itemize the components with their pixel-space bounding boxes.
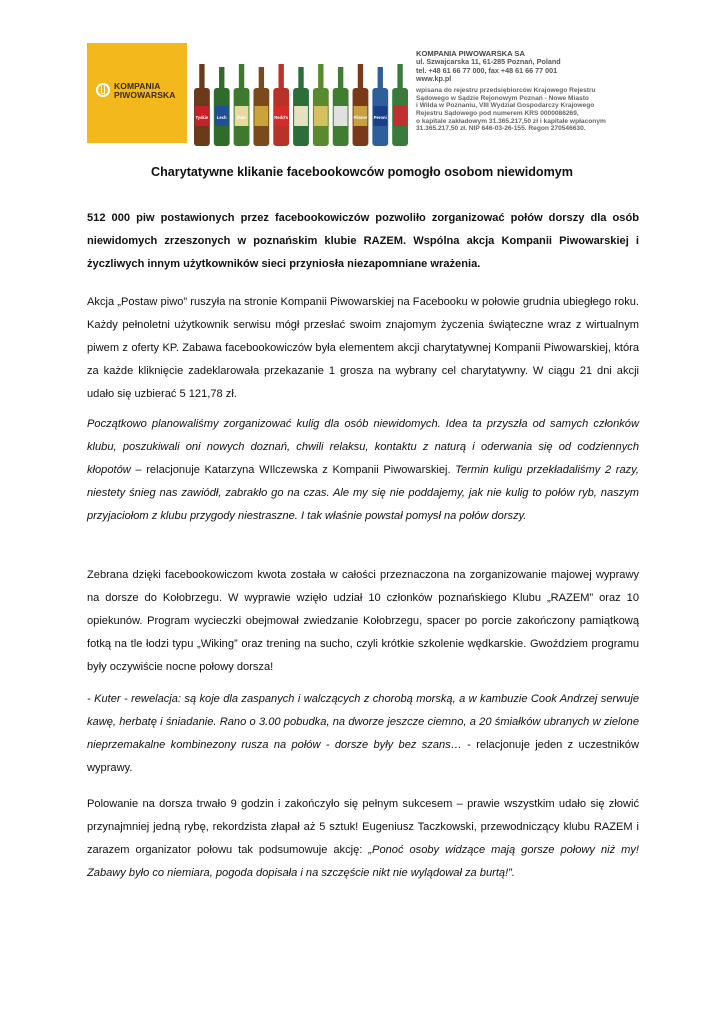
paragraph-5 (87, 793, 639, 885)
company-logo (87, 43, 187, 143)
bottle-label (334, 106, 348, 126)
bottle-neck (397, 64, 402, 90)
bottle-neck (358, 64, 363, 90)
quote-organizer: Początkowo planowaliśmy zorganizować kulig dla osób niewidomych. Idea ta przyszła od samych członków klubu, poszukiwali oni nowych doznań, chwili relaksu, kontaktu z naturą i oderwania się od codziennych kłopotów (87, 418, 639, 476)
bottle-label (393, 106, 407, 126)
paragraph-1: Akcja „Postaw piwo” ruszyła na stronie Kompanii Piwowarskiej na Facebooku w połowie grudnia ubiegłego roku. Każdy pełnoletni użytkownik serwisu mógł przesłać swoim znajomym życzenia świąteczne wraz z wirtualnym piwem z oferty KP. Zabawa facebookowiczów była elementem akcji charytatywnej Kompanii Piwowarskiej, która za każde kliknięcie zadeklarowała przekazanie 1 grosza na wybrany cel charytatywny. W ciągu 21 dni akcji udało się uzbierać 5 121,78 zł. (87, 296, 639, 400)
beer-bottles-illustration (192, 62, 410, 146)
bottle-brand-text: Pilsner (353, 115, 368, 120)
attribution-participant: - relacjonuje jeden z uczestników wyprawy. (87, 739, 639, 774)
registry-line: i Wilda w Poznaniu, VIII Wydział Gospodarczy Krajowego (416, 102, 595, 110)
attribution-organizer: – relacjonuje Katarzyna WIlczewska z Kompanii Piwowarskiej. (130, 464, 456, 476)
company-website: www.kp.pl (416, 73, 452, 83)
registry-line: o kapitale zakładowym 31.365.217,50 zł i kapitale wpłaconym (416, 117, 606, 125)
article-lead: 512 000 piw postawionych przez facebookowiczów pozwoliło zorganizować połów dorszy dla osób niewidomych zrzeszonych w poznańskim klubie RAZEM. Wspólna akcja Kompanii Piwowarskiej i życzliwych innym użytkowników sieci przyniosła niezapomniane wrażenia. (87, 212, 639, 270)
bottle-neck (239, 64, 244, 90)
bottle-label (254, 106, 268, 126)
bottle-neck (318, 64, 323, 90)
logo-line-1: KOMPANIA (114, 81, 161, 91)
company-phone: tel. +48 61 66 77 000, fax +48 61 66 77 001 (416, 65, 558, 75)
bottle-neck (199, 64, 204, 90)
registry-line: wpisana do rejestru przedsiębiorców Krajowego Rejestru (416, 87, 596, 95)
bottle-brand-text: Peroni (373, 115, 387, 120)
registry-line: 31.365.217,50 zł. NIP 646-03-26-155. Regon 270546630. (416, 125, 586, 133)
paragraph-3: Zebrana dzięki facebookowiczom kwota została w całości przeznaczona na zorganizowanie majowej wyprawy na dorsze do Kołobrzegu. W wyprawie wzięło udział 10 członków poznańskiego Klubu „RAZEM” oraz 10 opiekunów. Program wycieczki obejmował zwiedzanie Kołobrzegu, spacer po porcie zakończony pamiątkową fotką na tle łodzi typu „Wiking” oraz trening na sucho, czyli krótkie szkolenie wędkarskie. Gwoździem programu były oczywiście nocne połowy dorsza! (87, 569, 639, 673)
quote-chairman: „Ponoć osoby widzące mają gorsze połowy niż my! Zabawy było co niemiara, pogoda dopisała i na szczęście nikt nie wylądował za burtą!”. (87, 844, 639, 879)
quote-organizer-continued: Termin kuligu przekładaliśmy 2 razy, niestety śnieg nas zawiódł, zabrakło go na czas. Ale my się nie poddajemy, jak nie kulig to połów ryb, naszym przyjaciołom z klubu przygody niestraszne. I tak właśnie powstał pomysł na połów dorszy. (87, 464, 639, 522)
logo-wordmark (114, 82, 175, 100)
logo-emblem-icon (96, 83, 110, 97)
company-street: ul. Szwajcarska 11, 61-285 Poznań, Poland (416, 57, 561, 67)
company-registry (416, 87, 646, 133)
bottle-neck (278, 64, 283, 90)
bottle-brand-text: Żubr (236, 115, 247, 120)
bottle-brand-text: Tyskie (195, 115, 209, 120)
bottle-label (294, 106, 308, 126)
bottle-label (314, 106, 328, 126)
registry-line: Sądowego w Sądzie Rejonowym Poznań - Nowe Miasto (416, 94, 589, 102)
article-title: Charytatywne klikanie facebookowców pomogło osobom niewidomym (151, 165, 573, 179)
paragraph-4 (87, 688, 639, 780)
logo-line-2: PIWOWARSKA (114, 90, 176, 100)
quote-participant: - Kuter - rewelacja: są koje dla zaspanych i walczących z chorobą morską, a w kambuzie Cook Andrzej serwuje kawę, herbatę i śniadanie. Rano o 3.00 pobudka, na dworze jeszcze ciemno, a 20 śmiałków ubranych w zielone nieprzemakalne kombinezony rusza na połów - dorsze były bez szans… (87, 693, 639, 751)
company-name: KOMPANIA PIWOWARSKA SA (416, 49, 525, 58)
paragraph-2 (87, 413, 639, 528)
bottle-brand-text: Lech (216, 115, 227, 120)
company-address-block (416, 50, 646, 133)
registry-line: Rejestru Sądowego pod numerem KRS 0000086269, (416, 109, 579, 117)
bottle-brand-text: Redd's (274, 115, 289, 120)
paragraph-5-text: Polowanie na dorsza trwało 9 godzin i zakończyło się pełnym sukcesem – prawie wszystkim udało się złowić przynajmniej jedną rybę, rekordzista złapał aż 5 sztuk! Eugeniusz Taczkowski, przewodniczący klubu RAZEM i zarazem organizator połowu tak podsumowuje akcję: (87, 798, 639, 856)
